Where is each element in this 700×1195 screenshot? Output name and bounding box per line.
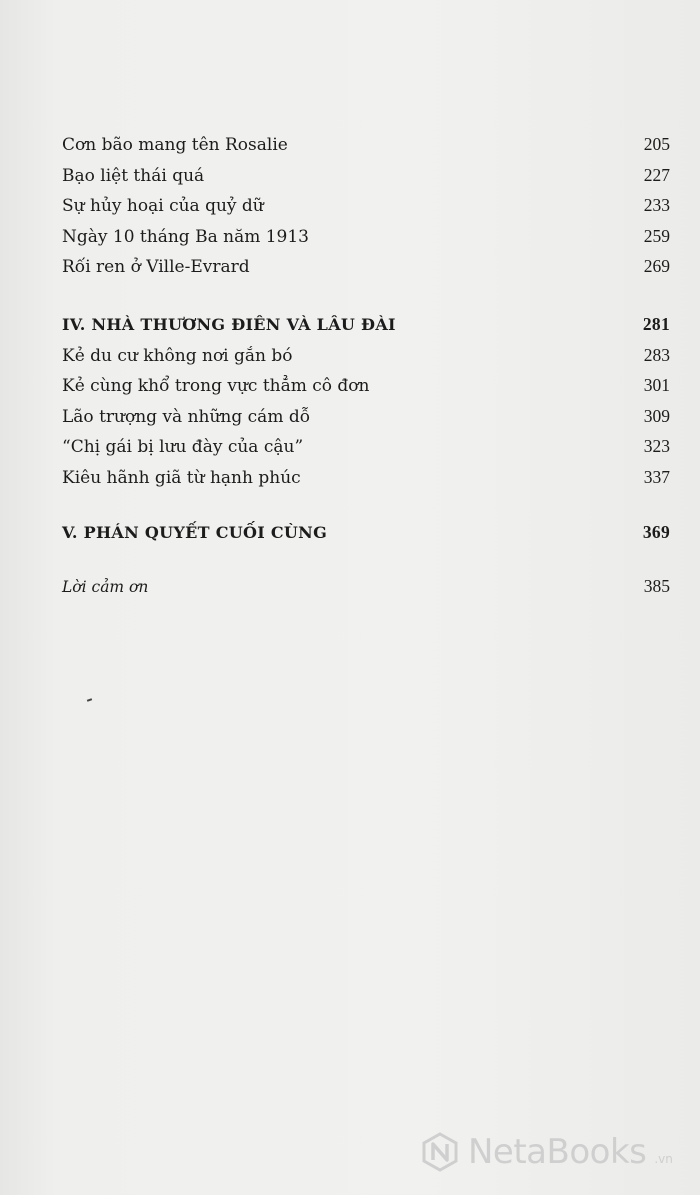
toc-entry-title: Cơn bão mang tên Rosalie	[62, 135, 288, 155]
toc-entry	[62, 160, 670, 191]
toc-entry	[62, 340, 670, 371]
spacer	[62, 282, 670, 308]
toc-entry	[62, 370, 670, 401]
toc-entry-page: 227	[643, 164, 670, 185]
toc-entry-title: Lời cảm ơn	[62, 578, 149, 596]
toc-entry	[62, 431, 670, 462]
toc-entry-page: 283	[643, 344, 670, 365]
toc-entry-title: Ngày 10 tháng Ba năm 1913	[62, 226, 309, 247]
toc-entry	[62, 401, 670, 432]
toc-entry-page: 337	[643, 466, 670, 487]
section-title: V. PHÁN QUYẾT CUỐI CÙNG	[62, 523, 328, 542]
toc-entry-page: 259	[643, 225, 670, 246]
section-page: 281	[642, 313, 670, 334]
toc-entry-title: Bạo liệt thái quá	[62, 165, 205, 186]
watermark-suffix: .vn	[654, 1152, 673, 1166]
toc-entry-page: 309	[643, 405, 670, 426]
spacer	[62, 548, 670, 571]
toc-section-heading	[62, 308, 670, 340]
toc-entry	[62, 462, 670, 493]
ink-mark	[87, 698, 92, 702]
watermark-brand: NetaBooks	[468, 1132, 647, 1172]
toc-entry-title: “Chị gái bị lưu đày của cậu”	[62, 437, 304, 457]
toc-entry-page: 323	[643, 436, 670, 456]
toc-entry-title: Lão trượng và những cám dỗ	[62, 406, 311, 427]
toc-entry-title: Kẻ du cư không nơi gắn bó	[62, 345, 293, 366]
netabooks-logo-icon	[420, 1132, 460, 1172]
toc-entry-title: Kiêu hãnh giã từ hạnh phúc	[62, 467, 301, 488]
toc-section-heading	[62, 516, 670, 548]
toc-entry-page: 269	[643, 256, 670, 276]
toc-entry-page: 385	[643, 576, 670, 596]
toc-entry-acknowledgement	[62, 571, 670, 602]
toc-entry-page: 233	[643, 195, 670, 215]
table-of-contents	[62, 129, 670, 602]
toc-entry-page: 301	[643, 375, 670, 395]
toc-entry	[62, 129, 670, 160]
section-title: IV. NHÀ THƯƠNG ĐIÊN VÀ LÂU ĐÀI	[62, 314, 396, 334]
toc-entry	[62, 190, 670, 221]
section-page: 369	[642, 522, 670, 542]
toc-entry-page: 205	[643, 134, 670, 154]
spacer	[62, 492, 670, 516]
toc-entry	[62, 251, 670, 282]
toc-entry-title: Kẻ cùng khổ trong vực thẳm cô đơn	[62, 376, 370, 396]
toc-entry	[62, 221, 670, 252]
toc-entry-title: Rối ren ở Ville-Evrard	[62, 257, 250, 277]
toc-entry-title: Sự hủy hoại của quỷ dữ	[62, 196, 264, 216]
watermark	[420, 1132, 673, 1172]
